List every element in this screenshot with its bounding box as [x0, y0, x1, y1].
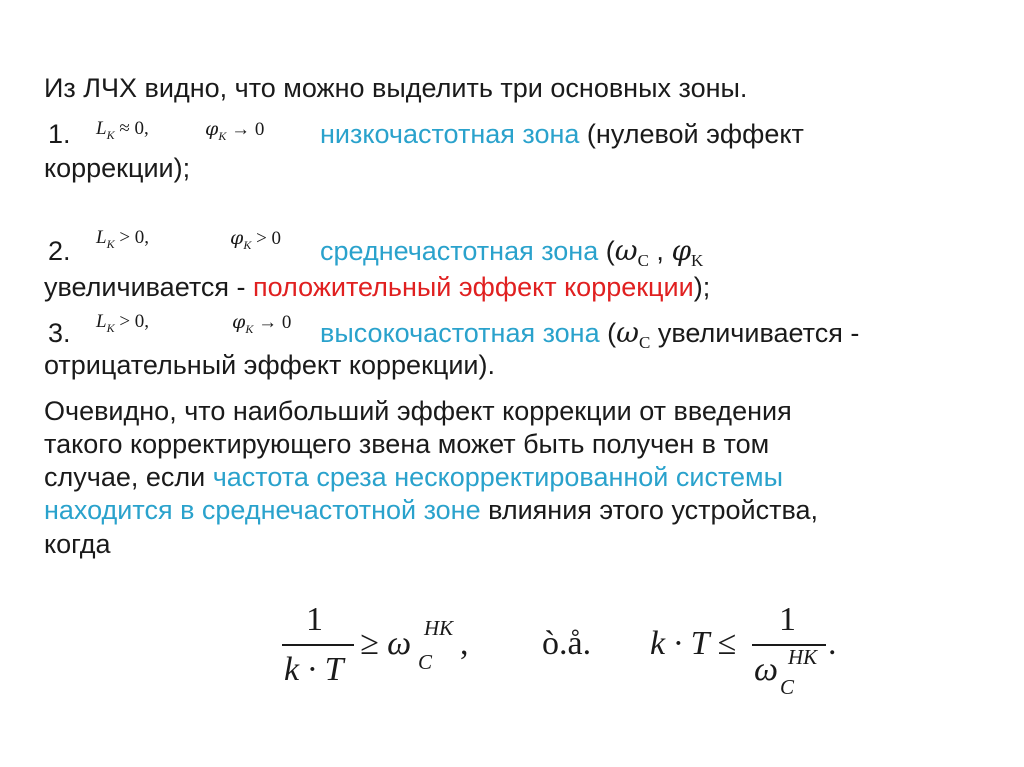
formula-num1: 1 — [306, 601, 323, 638]
item3-condition-phi: $\varphi_K \to 0$ — [232, 311, 292, 336]
formula-sup-2: НК — [788, 645, 818, 669]
item2-zone: среднечастотная зона — [320, 236, 599, 266]
formula-sub-2: С — [780, 675, 795, 699]
formula-te: ò.å. — [542, 625, 592, 662]
item1-condition-phi: $\varphi_K \to 0$ — [205, 118, 265, 143]
midfrequency-zone-text: находится в среднечастотной зоне — [44, 495, 481, 525]
item3-condition-L: $L_K > 0$, — [96, 311, 150, 335]
item1-text: низкочастотная зона (нулевой эффект — [320, 119, 804, 149]
formula-dot: . — [828, 625, 837, 662]
para-line4: находится в среднечастотной зоне влияния этого устройства, — [44, 495, 819, 525]
formula-num2: 1 — [779, 601, 796, 638]
formula-sup-1: НК — [424, 616, 454, 640]
formula-kT: k · T ≤ — [650, 625, 737, 662]
item1-line2: коррекции); — [44, 153, 191, 183]
para-line2: такого корректирующего звена может быть получен в том — [44, 429, 770, 459]
formula-omega-2: ω — [754, 651, 779, 688]
item2-line2: увеличивается - положительный эффект коррекции); — [44, 272, 711, 302]
item2-number: 2. — [48, 236, 71, 266]
item3-zone: высокочастотная зона — [320, 318, 600, 348]
item2-condition-phi: $\varphi_K > 0$ — [230, 227, 282, 252]
para-line1: Очевидно, что наибольший эффект коррекции от введения — [44, 396, 792, 426]
item3-line2: отрицательный эффект коррекции). — [44, 350, 495, 380]
para-line5: когда — [44, 529, 111, 559]
item1-number: 1. — [48, 119, 71, 149]
cutoff-frequency-text: частота среза нескорректированной системы — [212, 462, 784, 492]
formula-geq-omega: ≥ ω — [360, 625, 412, 662]
formula-fraction-bar-1 — [282, 644, 354, 646]
intro-text: Из ЛЧХ видно, что можно выделить три основных зоны. — [44, 73, 748, 103]
para-line3: случае, если частота среза нескорректированной системы — [44, 462, 784, 492]
item3-number: 3. — [48, 318, 71, 348]
item3-text: высокочастотная зона ($\omega_C$ увеличивается - — [320, 316, 860, 352]
formula-sub-1: С — [418, 650, 433, 674]
item1-zone: низкочастотная зона — [320, 119, 580, 149]
formula-den1: k · T — [284, 651, 344, 688]
item1-condition-L: $L_K \approx 0$, — [96, 118, 149, 142]
formula-comma: , — [460, 625, 469, 662]
item2-text: среднечастотная зона ($\omega_C$ , $\varphi_K$ — [320, 234, 704, 270]
item2-condition-L: $L_K > 0$, — [96, 227, 150, 251]
positive-effect-text: положительный эффект коррекции — [253, 272, 694, 302]
